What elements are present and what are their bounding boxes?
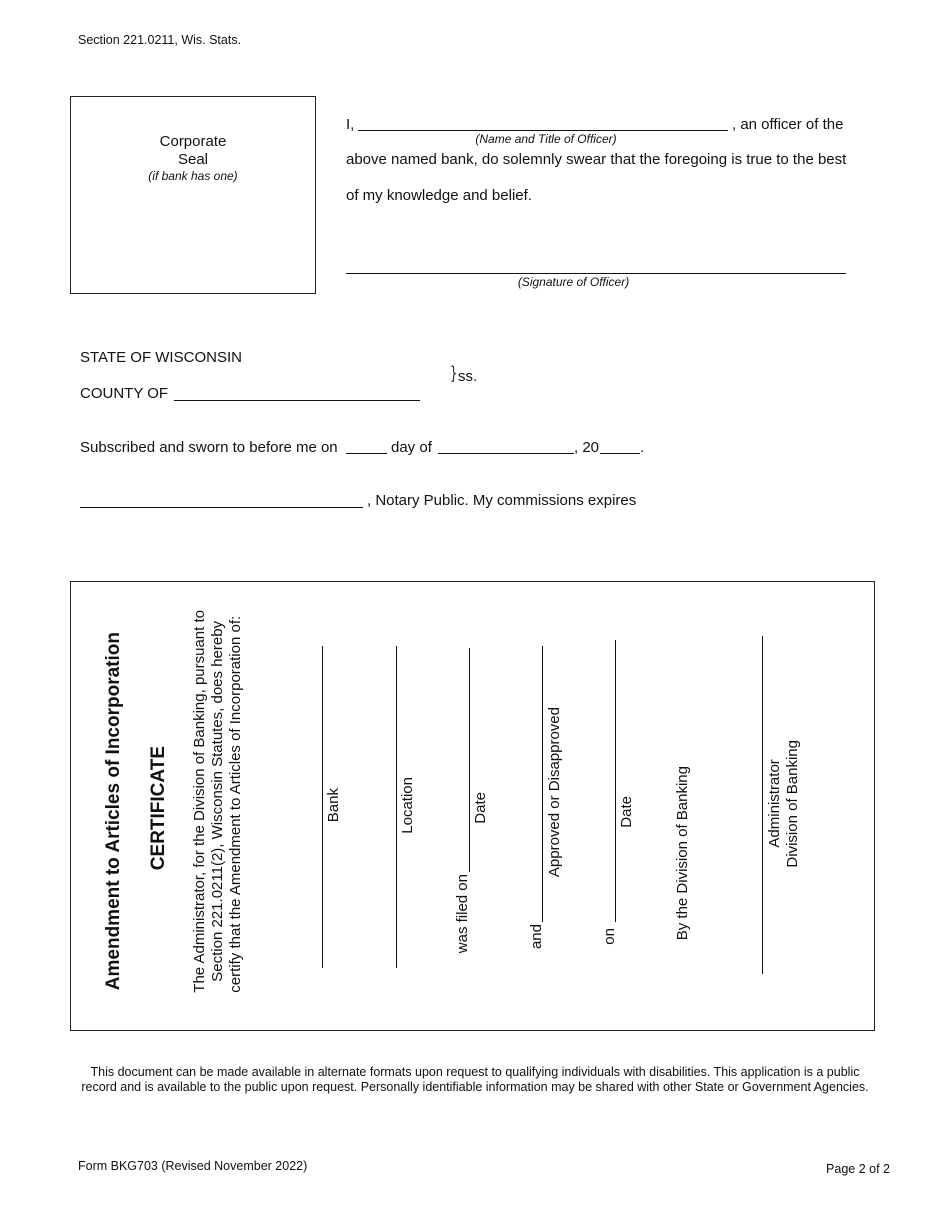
filed-date-field[interactable]: [469, 648, 470, 872]
seal-title: [71, 133, 315, 169]
certificate-paragraph: [191, 610, 245, 993]
jurat-text1: Subscribed and sworn to before me on: [80, 439, 338, 456]
admin-line2: Division of Banking: [784, 740, 801, 868]
form-id: Form BKG703 (Revised November 2022): [78, 1159, 308, 1173]
seal-title-line2: Seal: [177, 151, 209, 168]
on-text: on: [601, 928, 618, 945]
certificate-title: Amendment to Articles of Incorporation: [103, 632, 124, 991]
corporate-seal-box: [70, 96, 316, 294]
brace-icon: }: [450, 363, 458, 384]
by-division-text: By the Division of Banking: [674, 766, 691, 941]
seal-subtitle: (if bank has one): [148, 169, 238, 183]
statute-reference: Section 221.0211, Wis. Stats.: [78, 33, 242, 47]
para-line3: certify that the Amendment to Articles of Incorporation of:: [227, 615, 244, 993]
oath-prefix: I,: [346, 116, 355, 133]
jurat-year-field[interactable]: [600, 438, 640, 454]
location-field[interactable]: [396, 646, 397, 968]
bank-caption: Bank: [325, 788, 342, 823]
para-line1: The Administrator, for the Division of Banking, pursuant to: [191, 610, 208, 993]
notary-text: , Notary Public. My commissions expires: [367, 492, 637, 509]
location-caption: Location: [399, 777, 416, 834]
ss-label: ss.: [458, 368, 478, 385]
approval-field[interactable]: [542, 646, 543, 922]
and-text: and: [528, 924, 545, 950]
jurat-month-field[interactable]: [438, 438, 574, 454]
jurat-text4: .: [640, 439, 645, 456]
county-field[interactable]: [174, 385, 420, 401]
officer-signature-field[interactable]: [346, 258, 846, 274]
state-label: STATE OF WISCONSIN: [80, 349, 242, 366]
accessibility-notice: [0, 1065, 950, 1095]
approval-date-field[interactable]: [615, 640, 616, 922]
certificate-box: [70, 581, 875, 1031]
para-line2: Section 221.0211(2), Wisconsin Statutes, does hereby: [209, 620, 226, 982]
signature-caption: (Signature of Officer): [517, 275, 630, 289]
approval-date-caption: Date: [618, 796, 635, 828]
jurat-text3: , 20: [574, 439, 600, 456]
administrator-signature-field[interactable]: [762, 636, 763, 974]
jurat-day-field[interactable]: [346, 438, 387, 454]
jurat-text2: day of: [391, 439, 432, 456]
county-label: COUNTY OF: [80, 385, 169, 402]
filed-date-caption: Date: [472, 792, 489, 824]
admin-line1: Administrator: [766, 759, 783, 848]
seal-title-line1: Corporate: [159, 133, 227, 150]
notice-line2: record and is available to the public upon request. Personally identifiable information may be shared with other State or Government Agencies.: [81, 1080, 869, 1094]
administrator-caption: [766, 740, 802, 868]
oath-suffix: , an officer of the: [732, 116, 844, 133]
notary-signature-field[interactable]: [80, 492, 363, 508]
approval-caption: Approved or Disapproved: [546, 707, 563, 878]
bank-field[interactable]: [322, 646, 323, 968]
notice-line1: This document can be made available in alternate formats upon request to qualifying individuals with disabilities. This application is a public: [90, 1065, 860, 1079]
oath-line3: of my knowledge and belief.: [346, 187, 532, 204]
officer-name-field[interactable]: [358, 115, 728, 131]
oath-line2: above named bank, do solemnly swear that the foregoing is true to the best: [346, 151, 847, 168]
was-filed-on-text: was filed on: [454, 874, 471, 954]
page-number: Page 2 of 2: [826, 1162, 890, 1176]
certificate-heading: CERTIFICATE: [148, 746, 169, 871]
officer-name-caption: (Name and Title of Officer): [475, 132, 617, 146]
